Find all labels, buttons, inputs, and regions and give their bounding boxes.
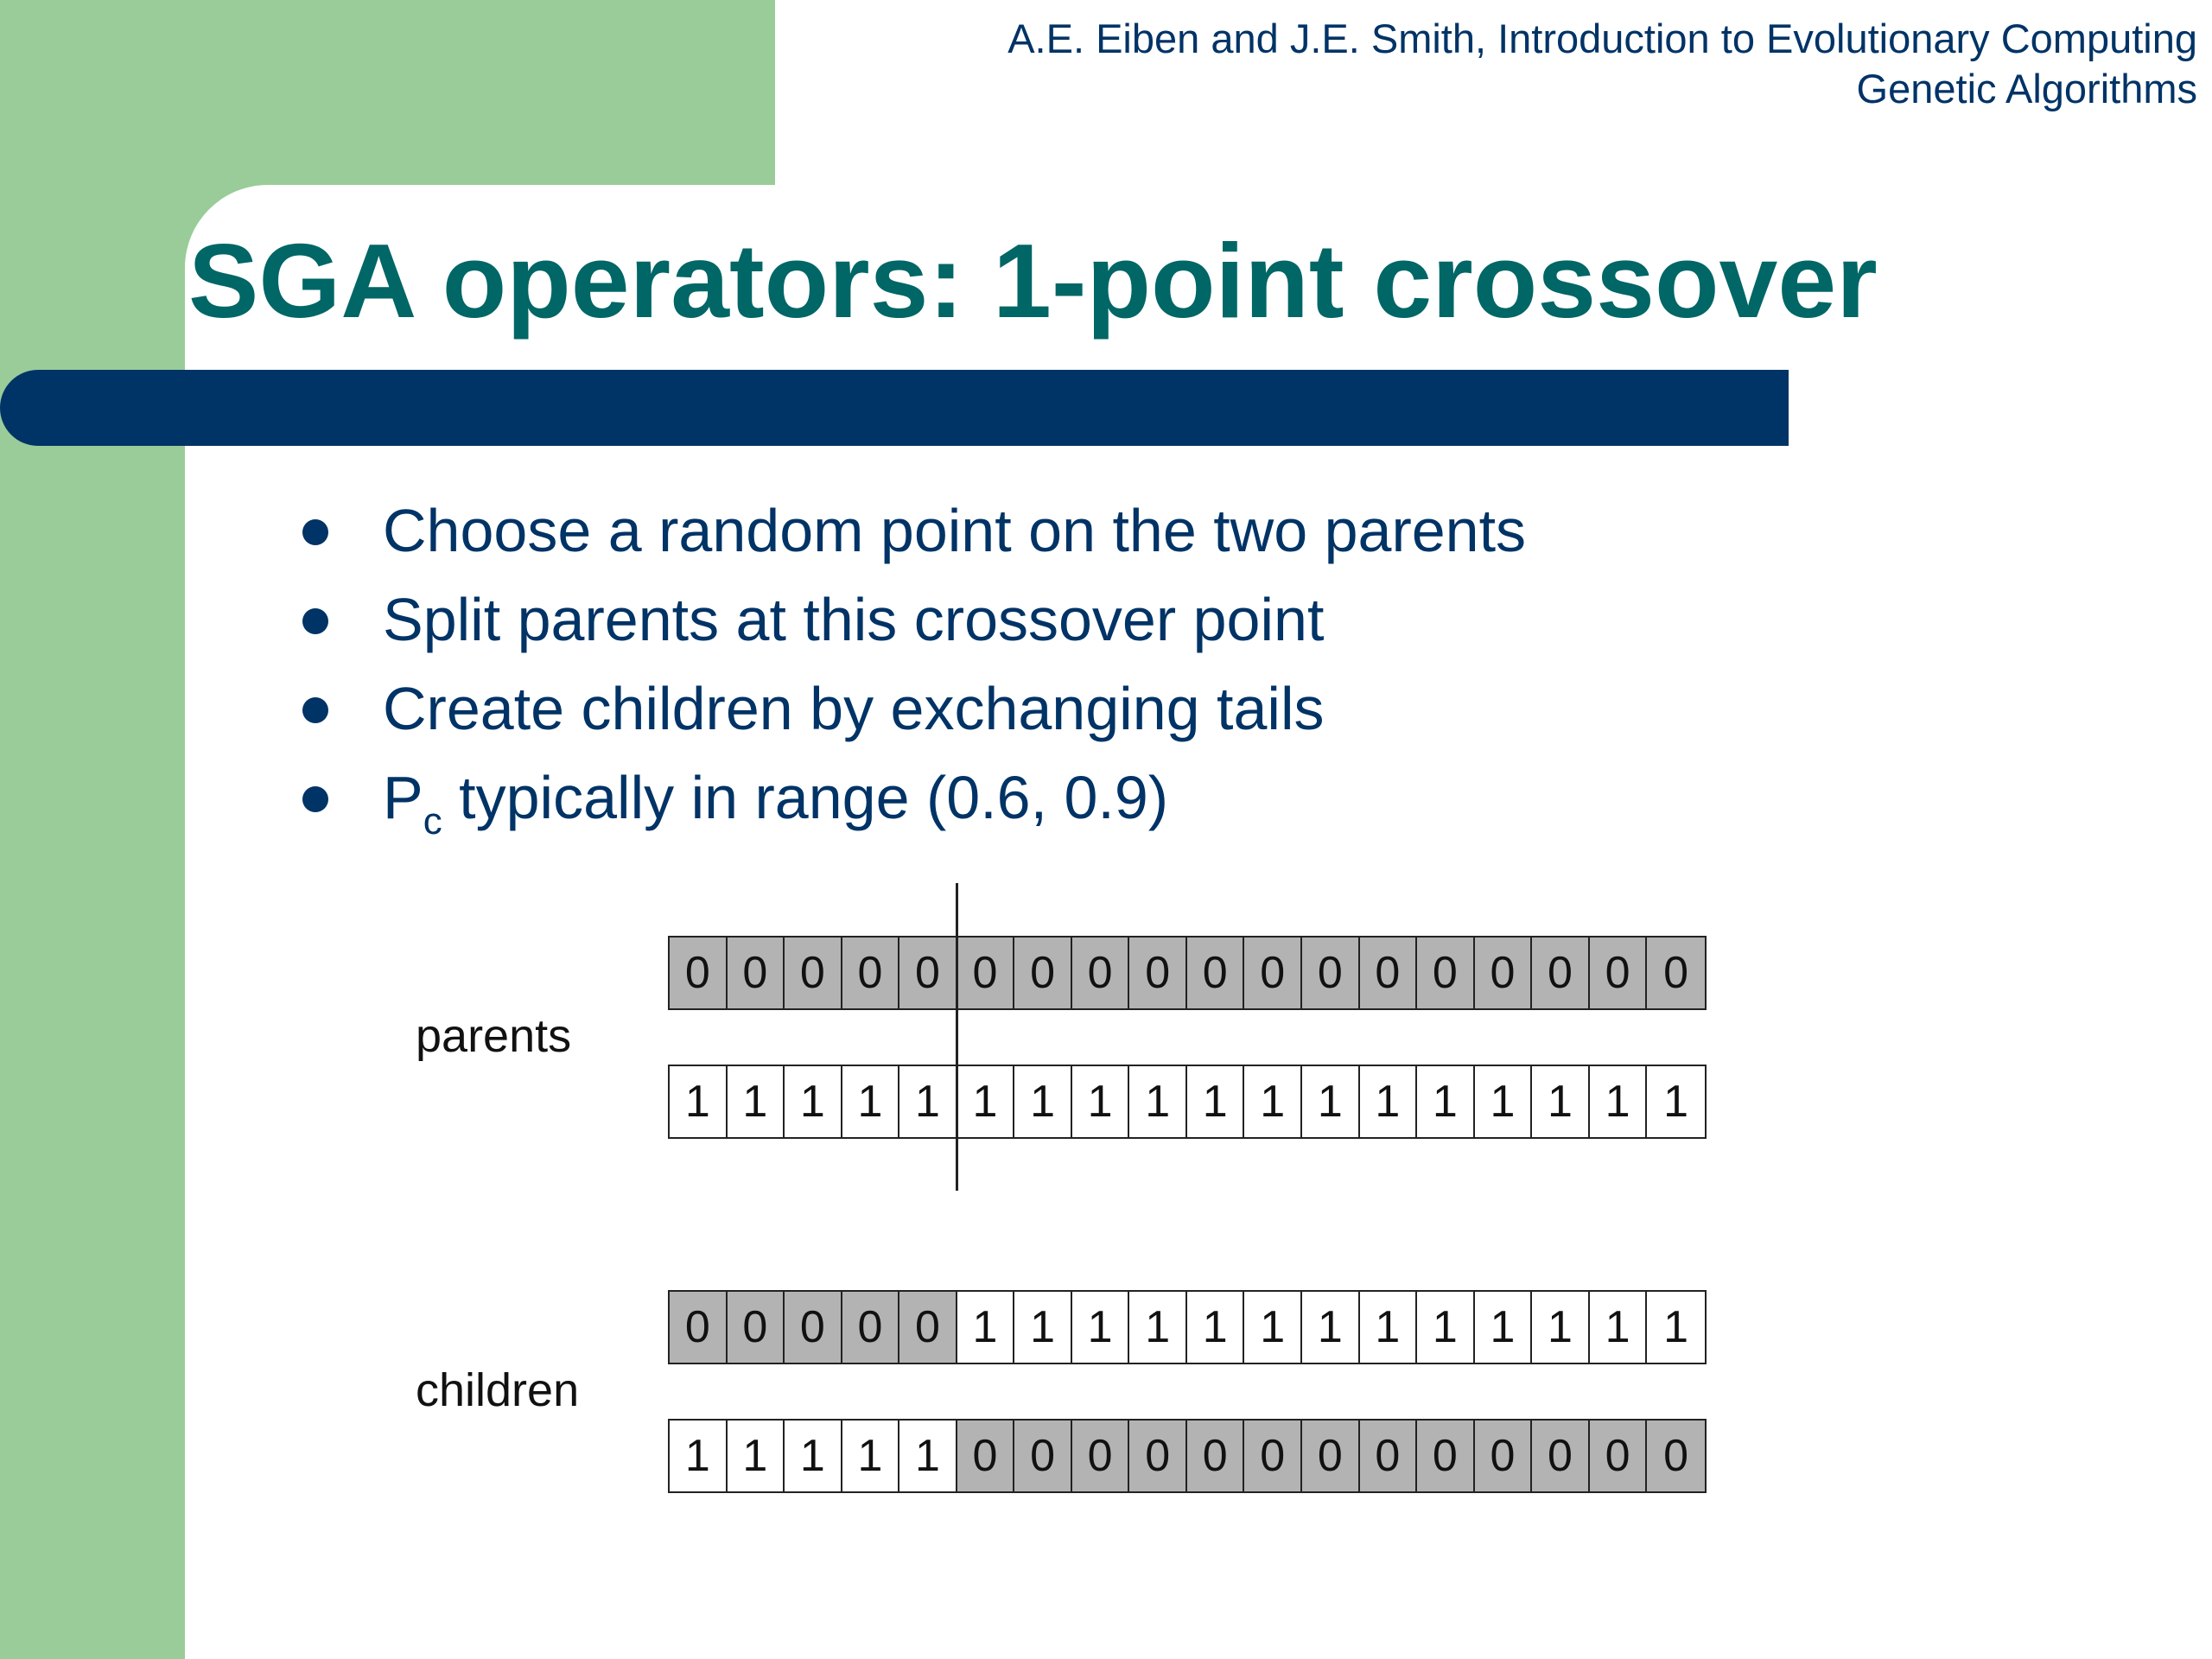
gene-cell: 0	[1014, 938, 1072, 1008]
gene-cell: 0	[1302, 1421, 1360, 1491]
gene-cell: 0	[1532, 1421, 1590, 1491]
gene-cell: 1	[1072, 1066, 1130, 1137]
gene-cell: 1	[1244, 1292, 1302, 1363]
gene-cell: 0	[842, 938, 900, 1008]
gene-cell: 1	[957, 1066, 1015, 1137]
gene-cell: 1	[670, 1421, 728, 1491]
gene-cell: 0	[1647, 1421, 1705, 1491]
gene-cell: 1	[1360, 1292, 1418, 1363]
gene-cell: 1	[785, 1066, 842, 1137]
bullet-dot-icon	[302, 786, 328, 812]
parents-label: parents	[416, 1010, 572, 1062]
gene-cell: 1	[728, 1421, 785, 1491]
bullet-text: Split parents at this crossover point	[383, 586, 1325, 653]
child-2-chromosome	[668, 1419, 1707, 1493]
gene-cell: 0	[1532, 938, 1590, 1008]
gene-cell: 0	[1647, 938, 1705, 1008]
gene-cell: 0	[728, 1292, 785, 1363]
bullet-dot-icon	[302, 697, 328, 723]
bullet-item	[302, 758, 1526, 847]
gene-cell: 1	[899, 1066, 957, 1137]
gene-cell: 0	[1014, 1421, 1072, 1491]
gene-cell: 0	[1187, 938, 1245, 1008]
gene-cell: 1	[1129, 1066, 1187, 1137]
gene-cell: 1	[1014, 1292, 1072, 1363]
gene-cell: 0	[670, 938, 728, 1008]
child-1-chromosome	[668, 1290, 1707, 1364]
bullet-dot-icon	[302, 519, 328, 545]
gene-cell: 1	[1532, 1292, 1590, 1363]
gene-cell: 0	[899, 1292, 957, 1363]
gene-cell: 1	[1129, 1292, 1187, 1363]
gene-cell: 1	[1475, 1292, 1533, 1363]
gene-cell: 1	[1590, 1292, 1648, 1363]
gene-cell: 1	[670, 1066, 728, 1137]
gene-cell: 1	[1647, 1292, 1705, 1363]
gene-cell: 0	[1360, 938, 1418, 1008]
gene-cell: 0	[842, 1292, 900, 1363]
bullet-text: Choose a random point on the two parents	[383, 497, 1527, 564]
gene-cell: 1	[1647, 1066, 1705, 1137]
gene-cell: 1	[1532, 1066, 1590, 1137]
gene-cell: 1	[1187, 1066, 1245, 1137]
gene-cell: 0	[1417, 938, 1475, 1008]
children-label: children	[416, 1364, 580, 1416]
parent-1-chromosome	[668, 936, 1707, 1010]
bullet-list	[302, 491, 1526, 847]
bullet-text: Create children by exchanging tails	[383, 675, 1325, 742]
gene-cell: 0	[785, 938, 842, 1008]
gene-cell: 0	[728, 938, 785, 1008]
gene-cell: 1	[1417, 1066, 1475, 1137]
pc-range-text: typically in range (0.6, 0.9)	[442, 764, 1169, 831]
gene-cell: 0	[1590, 938, 1648, 1008]
gene-cell: 0	[1475, 938, 1533, 1008]
green-left-band	[0, 0, 185, 1659]
pc-symbol: P	[383, 764, 423, 831]
gene-cell: 0	[1244, 1421, 1302, 1491]
bullet-item	[302, 491, 1526, 580]
gene-cell: 0	[1129, 938, 1187, 1008]
pc-subscript: c	[423, 800, 442, 842]
bullet-dot-icon	[302, 608, 328, 634]
gene-cell: 0	[1475, 1421, 1533, 1491]
gene-cell: 1	[1417, 1292, 1475, 1363]
gene-cell: 1	[1014, 1066, 1072, 1137]
parent-2-chromosome	[668, 1065, 1707, 1139]
gene-cell: 0	[1302, 938, 1360, 1008]
slide-title: SGA operators: 1-point crossover	[188, 222, 1878, 340]
gene-cell: 1	[1590, 1066, 1648, 1137]
bullet-item	[302, 580, 1526, 669]
gene-cell: 0	[957, 1421, 1015, 1491]
gene-cell: 0	[899, 938, 957, 1008]
gene-cell: 1	[1072, 1292, 1130, 1363]
gene-cell: 0	[1187, 1421, 1245, 1491]
gene-cell: 0	[1072, 938, 1130, 1008]
gene-cell: 1	[842, 1421, 900, 1491]
gene-cell: 1	[1475, 1066, 1533, 1137]
gene-cell: 0	[1590, 1421, 1648, 1491]
crossover-point-line	[956, 883, 958, 1191]
gene-cell: 0	[1129, 1421, 1187, 1491]
slide-header	[1007, 14, 2197, 114]
gene-cell: 1	[785, 1421, 842, 1491]
gene-cell: 1	[842, 1066, 900, 1137]
gene-cell: 1	[1302, 1066, 1360, 1137]
gene-cell: 1	[899, 1421, 957, 1491]
header-chapter: Genetic Algorithms	[1856, 66, 2197, 111]
gene-cell: 1	[1360, 1066, 1418, 1137]
gene-cell: 0	[1417, 1421, 1475, 1491]
gene-cell: 1	[1244, 1066, 1302, 1137]
gene-cell: 0	[1072, 1421, 1130, 1491]
gene-cell: 0	[1360, 1421, 1418, 1491]
gene-cell: 1	[1302, 1292, 1360, 1363]
gene-cell: 0	[785, 1292, 842, 1363]
header-book-title: A.E. Eiben and J.E. Smith, Introduction to Evolutionary Computing	[1007, 16, 2197, 61]
gene-cell: 1	[957, 1292, 1015, 1363]
bullet-item	[302, 669, 1526, 758]
gene-cell: 1	[728, 1066, 785, 1137]
gene-cell: 1	[1187, 1292, 1245, 1363]
title-underline-bar	[0, 370, 1789, 446]
gene-cell: 0	[670, 1292, 728, 1363]
gene-cell: 0	[957, 938, 1015, 1008]
gene-cell: 0	[1244, 938, 1302, 1008]
